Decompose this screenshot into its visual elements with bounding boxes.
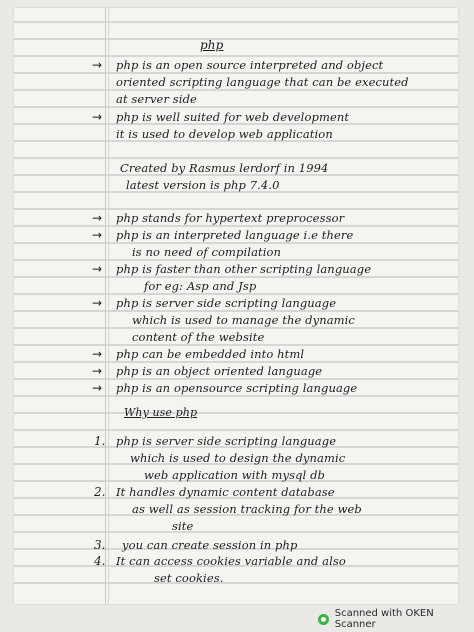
- arrow-icon: →: [92, 110, 103, 124]
- note-line: php stands for hypertext preprocessor: [116, 211, 345, 225]
- list-number: 4.: [94, 554, 106, 568]
- arrow-icon: →: [92, 296, 103, 310]
- note-line: which is used to manage the dynamic: [132, 313, 355, 327]
- margin-line: [105, 8, 106, 604]
- note-line: php is faster than other scripting language: [116, 262, 372, 276]
- section-heading: Why use php: [124, 406, 198, 419]
- note-line: It handles dynamic content database: [116, 485, 335, 499]
- list-number: 2.: [94, 485, 106, 499]
- note-line: php is server side scripting language: [116, 434, 337, 448]
- arrow-icon: →: [92, 211, 103, 225]
- arrow-icon: →: [92, 364, 103, 378]
- scanner-logo-icon: [318, 614, 329, 625]
- note-line: web application with mysql db: [144, 468, 326, 482]
- arrow-icon: →: [92, 347, 103, 361]
- arrow-icon: →: [92, 58, 103, 72]
- note-line: is no need of compilation: [132, 245, 282, 259]
- list-number: 1.: [94, 434, 106, 448]
- note-line: php is server side scripting language: [116, 296, 337, 310]
- list-number: 3.: [94, 538, 106, 552]
- note-line: It can access cookies variable and also: [116, 554, 346, 568]
- note-line: php is an interpreted language i.e there: [116, 228, 354, 242]
- note-line: php is an object oriented language: [116, 364, 323, 378]
- scanner-label: Scanned with OKEN Scanner: [334, 608, 434, 630]
- note-line: you can create session in php: [122, 538, 298, 552]
- note-line: which is used to design the dynamic: [130, 451, 346, 465]
- note-line: content of the website: [132, 330, 265, 344]
- page-title: php: [200, 38, 224, 52]
- arrow-icon: →: [92, 262, 103, 276]
- note-line: it is used to develop web application: [116, 127, 333, 141]
- scanner-watermark: [318, 608, 474, 630]
- note-line: at server side: [116, 92, 197, 106]
- note-line: as well as session tracking for the web: [132, 502, 362, 516]
- note-line: Created by Rasmus lerdorf in 1994: [120, 161, 329, 175]
- note-line: php is well suited for web development: [116, 110, 350, 124]
- note-line: php is an open source interpreted and object: [116, 58, 384, 72]
- note-line: php is an opensource scripting language: [116, 381, 358, 395]
- note-line: for eg: Asp and Jsp: [144, 279, 257, 293]
- note-line: latest version is php 7.4.0: [126, 178, 280, 192]
- margin-line-inner: [108, 8, 109, 604]
- note-line: oriented scripting language that can be executed: [116, 75, 409, 89]
- arrow-icon: →: [92, 381, 103, 395]
- notebook-page: [14, 8, 458, 604]
- note-line: php can be embedded into html: [116, 347, 305, 361]
- arrow-icon: →: [92, 228, 103, 242]
- note-line: site: [172, 519, 194, 533]
- note-line: set cookies.: [154, 571, 224, 585]
